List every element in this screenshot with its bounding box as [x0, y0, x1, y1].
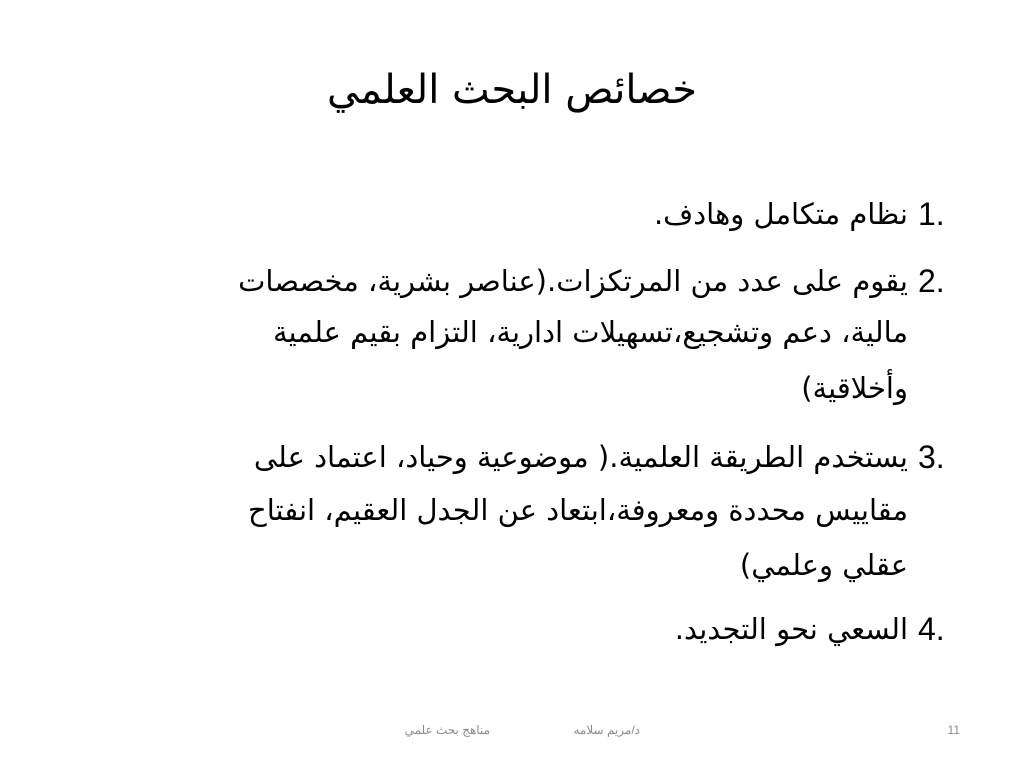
list-item-text: مالية، دعم وتشجيع،تسهيلات ادارية، التزام بقيم علمية	[273, 315, 908, 349]
list-item-number: 1.	[918, 196, 945, 232]
footer-course: مناهج بحث علمي	[404, 723, 490, 737]
list-item-number: 2.	[918, 263, 945, 299]
footer-author: د/مريم سلامه	[573, 723, 640, 737]
list-item-text: وأخلاقية)	[801, 371, 908, 405]
list-item-text: نظام متكامل وهادف.	[653, 197, 908, 231]
list-item-text: يقوم على عدد من المرتكزات.(عناصر بشرية، مخصصات	[238, 264, 908, 298]
list-item-number: 3.	[918, 439, 945, 475]
list-item-text: السعي نحو التجديد.	[674, 612, 908, 646]
list-item-text: يستخدم الطريقة العلمية.( موضوعية وحياد، اعتماد على	[253, 440, 908, 474]
list-item-number: 4.	[918, 611, 945, 647]
slide-title: خصائص البحث العلمي	[327, 67, 697, 113]
list-item-text: مقاييس محددة ومعروفة،ابتعاد عن الجدل العقيم، انفتاح	[247, 493, 908, 527]
list-item-text: عقلي وعلمي)	[739, 548, 908, 582]
page-number: 11	[947, 723, 960, 737]
